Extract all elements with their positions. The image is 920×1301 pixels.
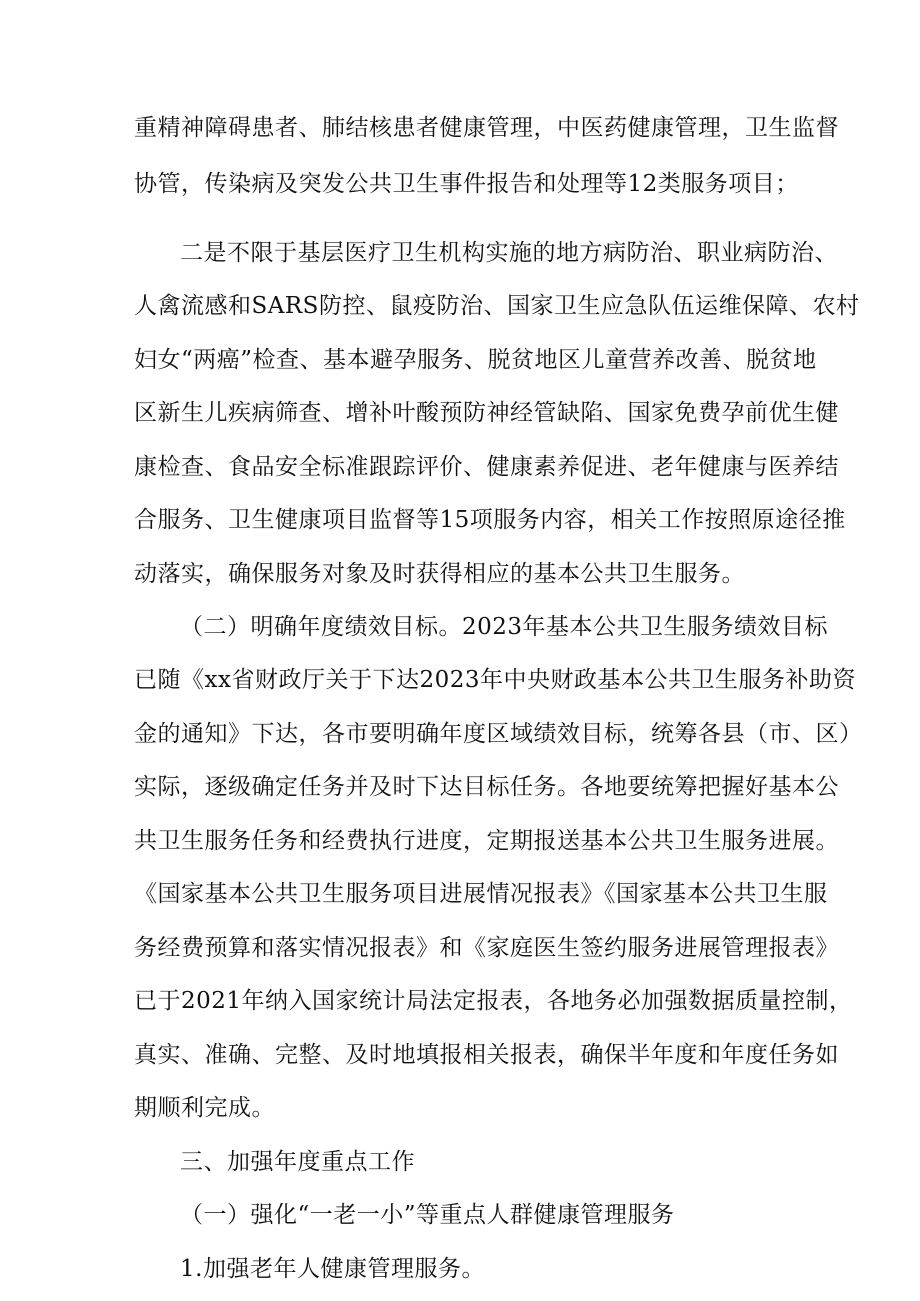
- body-line: 人禽流感和SARS防控、鼠疫防治、国家卫生应急队伍运维保障、农村: [134, 293, 860, 319]
- subsection-heading: （一）强化“一老一小”等重点人群健康管理服务: [180, 1202, 675, 1228]
- body-line: 期顺利完成。: [134, 1095, 275, 1121]
- numbered-item: 1.加强老年人健康管理服务。: [180, 1256, 485, 1282]
- paragraph-first-line: 二是不限于基层医疗卫生机构实施的地方病防治、职业病防治、: [180, 240, 838, 266]
- paragraph-first-line: （二）明确年度绩效目标。2023年基本公共卫生服务绩效目标: [180, 614, 829, 640]
- section-heading: 三、加强年度重点工作: [180, 1149, 415, 1175]
- body-line: 康检查、食品安全标准跟踪评价、健康素养促进、老年健康与医养结: [134, 454, 839, 480]
- body-line: 实际，逐级确定任务并及时下达目标任务。各地要统筹把握好基本公: [134, 774, 839, 800]
- body-line: 金的通知》下达，各市要明确年度区域绩效目标，统筹各县（市、区）: [134, 721, 863, 747]
- body-line: 协管，传染病及突发公共卫生事件报告和处理等12类服务项目；: [134, 171, 799, 197]
- body-line: 合服务、卫生健康项目监督等15项服务内容，相关工作按照原途径推: [134, 507, 846, 533]
- body-line: 区新生儿疾病筛查、增补叶酸预防神经管缺陷、国家免费孕前优生健: [134, 400, 839, 426]
- body-line: 务经费预算和落实情况报表》和《家庭医生签约服务进展管理报表》: [134, 935, 839, 961]
- body-line: 《国家基本公共卫生服务项目进展情况报表》《国家基本公共卫生服: [134, 881, 828, 907]
- body-line: 重精神障碍患者、肺结核患者健康管理，中医药健康管理，卫生监督: [134, 115, 839, 141]
- body-line: 共卫生服务任务和经费执行进度，定期报送基本公共卫生服务进展。: [134, 828, 839, 854]
- body-line: 动落实，确保服务对象及时获得相应的基本公共卫生服务。: [134, 561, 745, 587]
- body-line: 已于2021年纳入国家统计局法定报表，各地务必加强数据质量控制，: [134, 988, 853, 1014]
- body-line: 真实、准确、完整、及时地填报相关报表，确保半年度和年度任务如: [134, 1042, 839, 1068]
- body-line: 妇女“两癌”检查、基本避孕服务、脱贫地区儿童营养改善、脱贫地: [134, 347, 817, 373]
- body-line: 已随《xx省财政厅关于下达2023年中央财政基本公共卫生服务补助资: [134, 667, 856, 693]
